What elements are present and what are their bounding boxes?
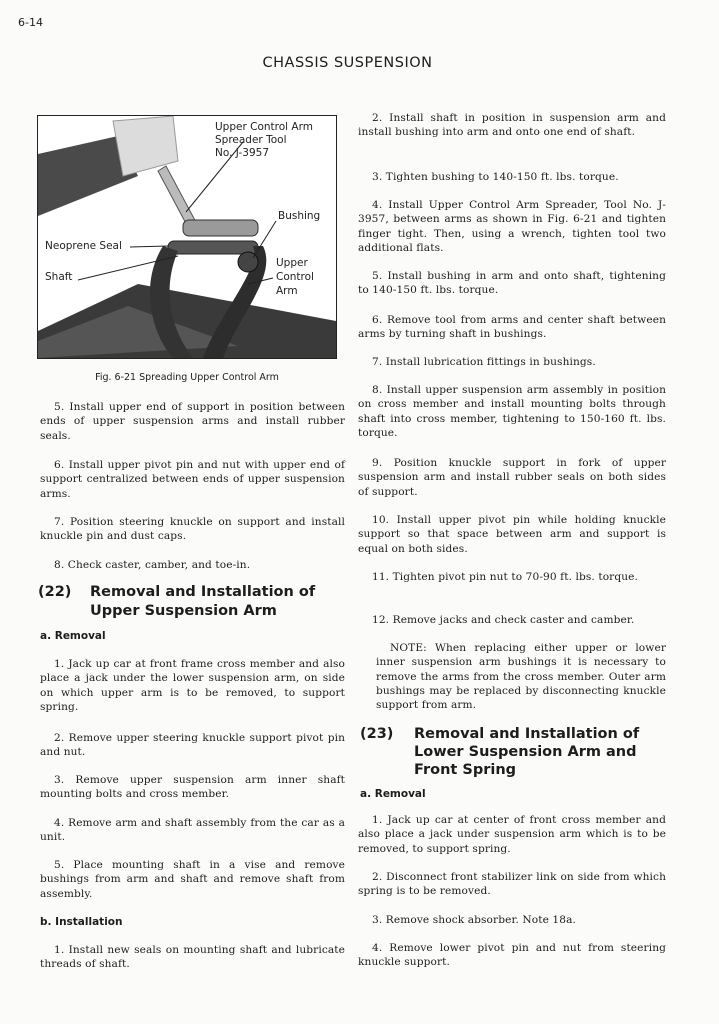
label-neoprene-seal: Neoprene Seal xyxy=(45,240,122,252)
label-shaft: Shaft xyxy=(45,271,73,283)
step-8: 8. Check caster, camber, and toe-in. xyxy=(54,559,251,571)
label-tool-line1: Upper Control Arm xyxy=(215,121,313,133)
removal-step-5: 5. Place mounting shaft in a vise and remove bushings from arm and shaft and remove shaft from assembly. xyxy=(40,859,345,900)
label-bushing: Bushing xyxy=(278,210,321,222)
label-arm-line2: Control xyxy=(276,271,314,283)
section-22-title-line2: Upper Suspension Arm xyxy=(90,603,277,619)
figure-6-21 xyxy=(37,115,337,359)
note: NOTE: When replacing either upper or lower inner suspension arm bushings it is necessary to remove the arms from the cross member. Outer arm bushings may be replaced by disconnecting knuckle support from arm. xyxy=(376,642,666,712)
installation-step-5: 5. Install bushing in arm and onto shaft, tightening to 140-150 ft. lbs. torque. xyxy=(358,270,666,297)
installation-step-2: 2. Install shaft in position in suspension arm and install bushing into arm and onto one end of shaft. xyxy=(358,112,666,139)
installation-heading: b. Installation xyxy=(40,916,123,928)
removal-heading: a. Removal xyxy=(40,630,106,642)
removal-step-4: 4. Remove arm and shaft assembly from the car as a unit. xyxy=(40,817,345,844)
installation-step-9: 9. Position knuckle support in fork of upper suspension arm and install rubber seals on both sides of support. xyxy=(358,457,666,498)
spreader-tool-photo xyxy=(38,116,336,358)
installation-step-11: 11. Tighten pivot pin nut to 70-90 ft. lbs. torque. xyxy=(372,571,638,583)
label-arm-line1: Upper xyxy=(276,257,308,269)
removal-step-2: 2. Remove upper steering knuckle support pivot pin and nut. xyxy=(40,732,345,759)
installation-step-8: 8. Install upper suspension arm assembly in position on cross member and install mounting bolts through shaft into cross member, tightening to 150-160 ft. lbs. torque. xyxy=(358,384,666,439)
lower-removal-step-4: 4. Remove lower pivot pin and nut from steering knuckle support. xyxy=(358,942,666,969)
step-5: 5. Install upper end of support in position between ends of upper suspension arms and install rubber seals. xyxy=(40,401,345,442)
section-23-title-line3: Front Spring xyxy=(414,762,517,778)
page-number: 6-14 xyxy=(18,16,43,29)
label-tool-line2: Spreader Tool xyxy=(215,134,287,146)
label-arm-line3: Arm xyxy=(276,285,298,297)
installation-step-7: 7. Install lubrication fittings in bushings. xyxy=(372,356,596,368)
figure-caption: Fig. 6-21 Spreading Upper Control Arm xyxy=(95,372,279,383)
step-6: 6. Install upper pivot pin and nut with upper end of support centralized between ends of upper suspension arms. xyxy=(40,459,345,500)
section-23-number: (23) xyxy=(360,726,394,742)
section-23-title-line1: Removal and Installation of xyxy=(414,726,640,742)
label-tool-line3: No. J-3957 xyxy=(215,147,270,159)
installation-step-6: 6. Remove tool from arms and center shaft between arms by turning shaft in bushings. xyxy=(358,314,666,341)
step-7: 7. Position steering knuckle on support and install knuckle pin and dust caps. xyxy=(40,516,345,543)
section-23-title-line2: Lower Suspension Arm and xyxy=(414,744,637,760)
removal-step-1: 1. Jack up car at front frame cross member and also place a jack under the lower suspension arm, on side on which upper arm is to be removed, to support spring. xyxy=(40,658,345,713)
installation-step-1: 1. Install new seals on mounting shaft and lubricate threads of shaft. xyxy=(40,944,345,971)
lower-removal-step-3: 3. Remove shock absorber. Note 18a. xyxy=(372,914,576,926)
section-22-title-line1: Removal and Installation of xyxy=(90,584,316,600)
lower-removal-step-1: 1. Jack up car at center of front cross member and also place a jack under suspension arm which is to be removed, to support spring. xyxy=(358,814,666,855)
removal-step-3: 3. Remove upper suspension arm inner shaft mounting bolts and cross member. xyxy=(40,774,345,801)
page-title: CHASSIS SUSPENSION xyxy=(262,55,433,71)
installation-step-10: 10. Install upper pivot pin while holding knuckle support so that space between arm and support is equal on both sides. xyxy=(358,514,666,555)
section-22-number: (22) xyxy=(38,584,72,600)
lower-removal-step-2: 2. Disconnect front stabilizer link on side from which spring is to be removed. xyxy=(358,871,666,898)
lower-removal-heading: a. Removal xyxy=(360,788,426,800)
installation-step-12: 12. Remove jacks and check caster and camber. xyxy=(372,614,635,626)
installation-step-4: 4. Install Upper Control Arm Spreader, Tool No. J-3957, between arms as shown in Fig. 6-21 and tighten finger tight. Then, using a wrench, tighten tool two additional flats. xyxy=(358,199,666,254)
installation-step-3: 3. Tighten bushing to 140-150 ft. lbs. torque. xyxy=(372,171,619,183)
